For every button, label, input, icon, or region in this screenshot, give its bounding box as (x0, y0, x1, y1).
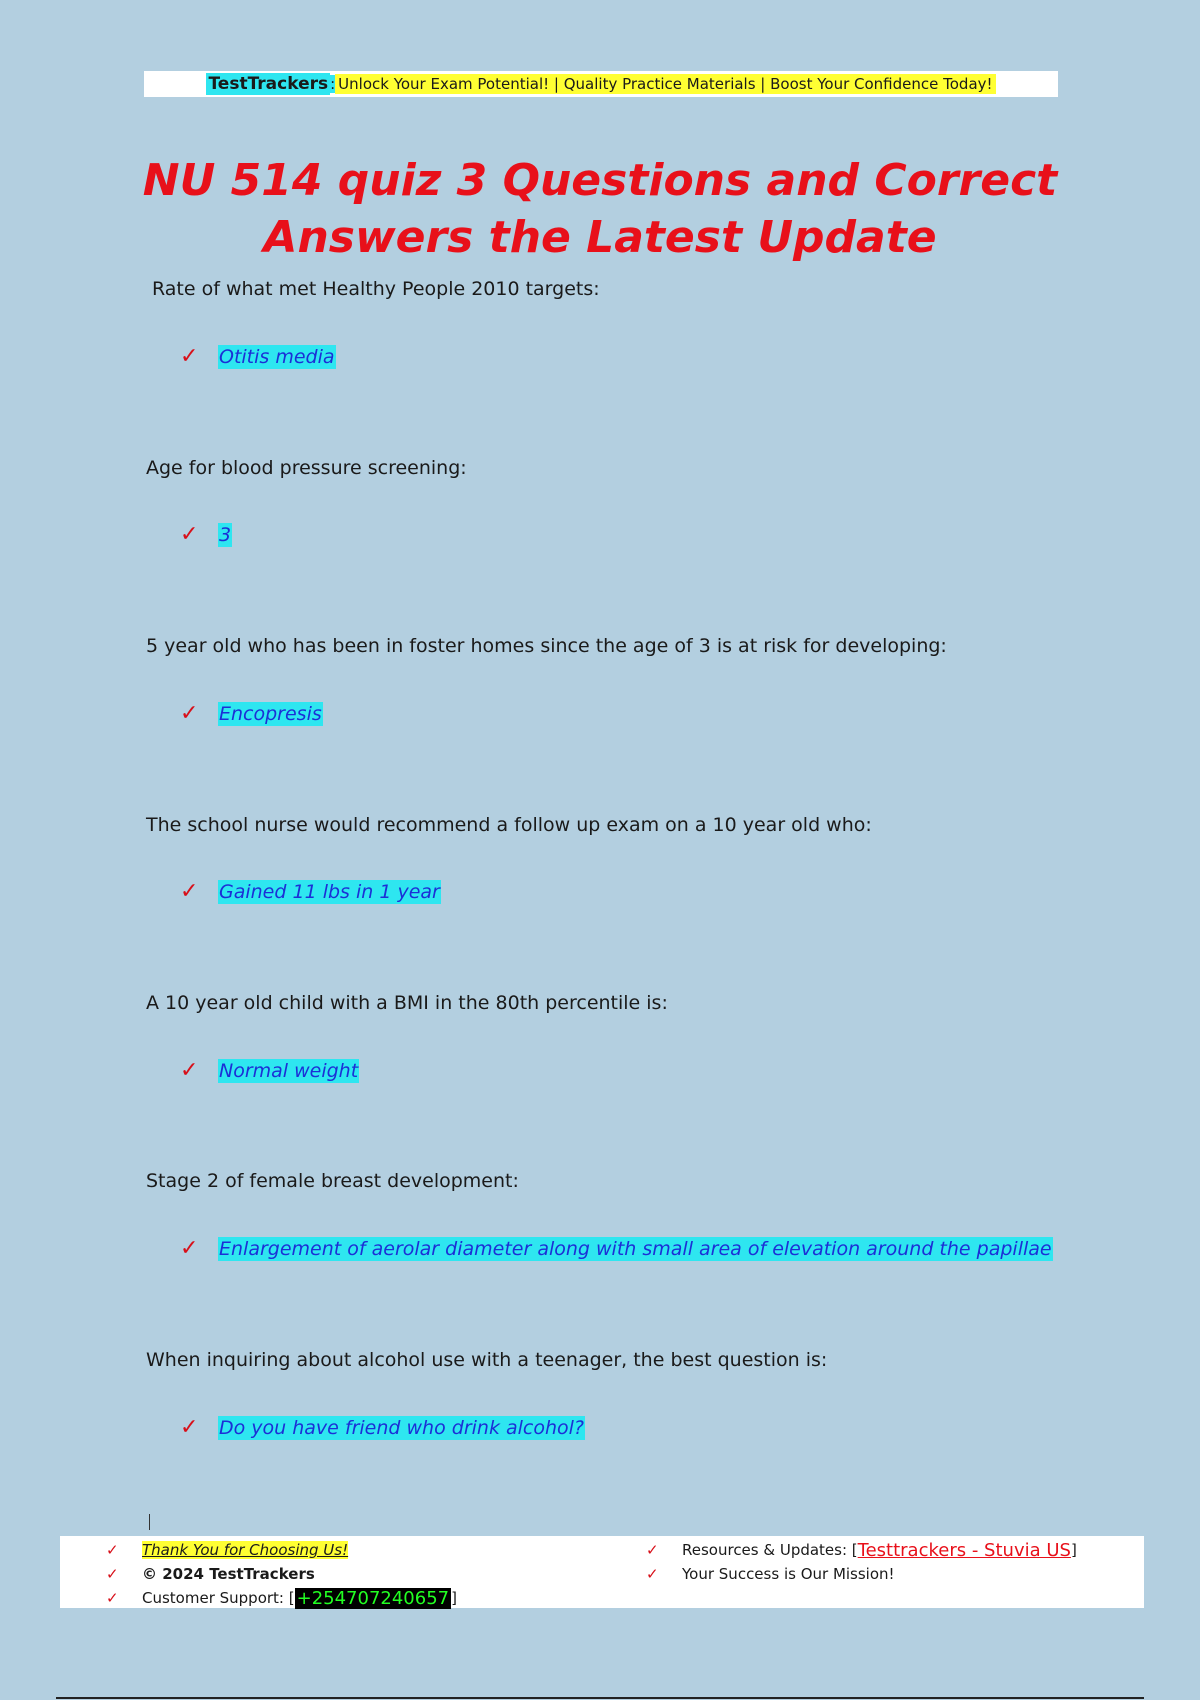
footer-left (106, 1538, 457, 1610)
question-6: Stage 2 of female breast development: (146, 1170, 519, 1192)
footer (60, 1536, 1144, 1608)
answer-row-3 (180, 701, 323, 726)
header-tagline: Unlock Your Exam Potential! | Quality Practice Materials | Boost Your Confidence Today! (335, 74, 995, 94)
footer-mission-row (646, 1562, 1077, 1586)
answer-row-1 (180, 344, 336, 369)
footer-thanks-row (106, 1538, 457, 1562)
footer-resources-label: Resources & Updates: [ (682, 1541, 858, 1559)
answer-7: Do you have friend who drink alcohol? (219, 1416, 585, 1439)
answer-5: Normal weight (219, 1059, 359, 1082)
resources-link[interactable]: Testtrackers - Stuvia US (857, 1539, 1071, 1561)
answer-row-6 (180, 1236, 1053, 1261)
question-5: A 10 year old child with a BMI in the 80th percentile is: (146, 992, 668, 1014)
footer-support-label: Customer Support: [ (142, 1589, 295, 1607)
answer-3: Encopresis (219, 702, 322, 725)
footer-copyright: © 2024 TestTrackers (142, 1565, 315, 1583)
check-icon: ✓ (180, 1236, 199, 1261)
question-7: When inquiring about alcohol use with a teenager, the best question is: (146, 1349, 828, 1371)
answer-row-2 (180, 522, 232, 547)
support-phone[interactable]: +254707240657 (296, 1587, 450, 1609)
question-2: Age for blood pressure screening: (146, 457, 467, 479)
bottom-divider (56, 1697, 1144, 1699)
check-icon: ✓ (180, 879, 199, 904)
title-line-1: NU 514 quiz 3 Questions and Correct (142, 155, 1058, 206)
check-icon: ✓ (180, 1415, 199, 1440)
check-icon: ✓ (646, 1541, 659, 1559)
question-4: The school nurse would recommend a follow up exam on a 10 year old who: (146, 814, 872, 836)
footer-resources-row (646, 1538, 1077, 1562)
check-icon: ✓ (180, 701, 199, 726)
footer-copyright-row (106, 1562, 457, 1586)
answer-2: 3 (219, 523, 232, 546)
footer-thanks: Thank You for Choosing Us! (142, 1541, 349, 1559)
check-icon: ✓ (106, 1565, 119, 1583)
check-icon: ✓ (646, 1565, 659, 1583)
check-icon: ✓ (180, 344, 199, 369)
question-1: Rate of what met Healthy People 2010 targets: (152, 278, 600, 300)
footer-right (646, 1538, 1077, 1586)
answer-6: Enlargement of aerolar diameter along with small area of elevation around the papillae (219, 1237, 1052, 1260)
answer-row-4 (180, 879, 441, 904)
footer-resources-close: ] (1070, 1541, 1077, 1559)
answer-row-7 (180, 1415, 585, 1440)
check-icon: ✓ (106, 1541, 119, 1559)
brand-colon: : (330, 75, 336, 93)
question-3: 5 year old who has been in foster homes since the age of 3 is at risk for developing: (146, 635, 947, 657)
footer-mission: Your Success is Our Mission! (682, 1565, 895, 1583)
footer-support-close: ] (451, 1589, 457, 1607)
brand-name: TestTrackers (208, 74, 329, 94)
check-icon: ✓ (180, 1058, 199, 1083)
check-icon: ✓ (106, 1589, 119, 1607)
text-cursor (149, 1514, 150, 1530)
answer-4: Gained 11 lbs in 1 year (219, 880, 440, 903)
footer-support-row (106, 1586, 457, 1610)
answer-1: Otitis media (219, 345, 335, 368)
title-line-2: Answers the Latest Update (263, 212, 937, 263)
check-icon: ✓ (180, 522, 199, 547)
answer-row-5 (180, 1058, 359, 1083)
